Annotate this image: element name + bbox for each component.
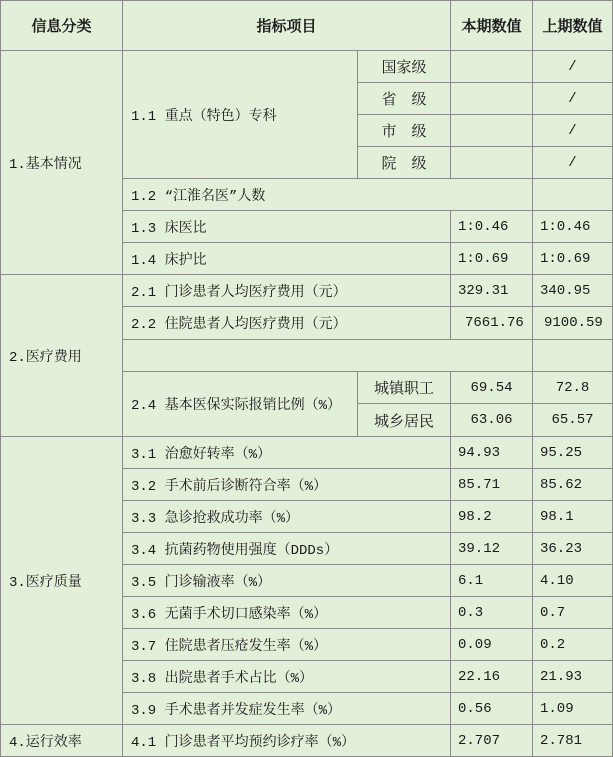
previous-value: 95.25 bbox=[533, 437, 612, 468]
current-value: 98.2 bbox=[451, 501, 532, 532]
previous-value: 9100.59 bbox=[533, 307, 612, 339]
previous-value: 72.8 bbox=[533, 372, 612, 403]
indicator-label: 3.2 手术前后诊断符合率（%） bbox=[123, 469, 450, 500]
indicator-label: 3.7 住院患者压疮发生率（%） bbox=[123, 629, 450, 660]
previous-value: 21.93 bbox=[533, 661, 612, 692]
current-value: 63.06 bbox=[451, 404, 532, 436]
current-value: 2.707 bbox=[451, 725, 532, 756]
current-value bbox=[451, 147, 532, 178]
category-cell: 4.运行效率 bbox=[1, 725, 122, 756]
sub-item-label: 国家级 bbox=[358, 51, 450, 82]
previous-value: 1.09 bbox=[533, 693, 612, 724]
previous-value: 98.1 bbox=[533, 501, 612, 532]
current-value: 0.56 bbox=[451, 693, 532, 724]
indicator-label: 3.9 手术患者并发症发生率（%） bbox=[123, 693, 450, 724]
indicator-label: 1.4 床护比 bbox=[123, 243, 450, 274]
previous-value: 2.781 bbox=[533, 725, 612, 756]
current-value: 329.31 bbox=[451, 275, 532, 306]
previous-value: 85.62 bbox=[533, 469, 612, 500]
indicator-label: 3.3 急诊抢救成功率（%） bbox=[123, 501, 450, 532]
previous-value: 36.23 bbox=[533, 533, 612, 564]
previous-value: / bbox=[533, 115, 612, 146]
current-value: 39.12 bbox=[451, 533, 532, 564]
previous-value: 4.10 bbox=[533, 565, 612, 596]
indicator-label: 1.2 “江淮名医”人数 bbox=[123, 179, 532, 210]
category-cell: 3.医疗质量 bbox=[1, 437, 122, 724]
indicator-label: 1.1 重点（特色）专科 bbox=[123, 51, 357, 178]
indicator-label: 3.5 门诊输液率（%） bbox=[123, 565, 450, 596]
current-value: 7661.76 bbox=[451, 307, 532, 339]
previous-value: 0.7 bbox=[533, 597, 612, 628]
previous-value bbox=[533, 179, 612, 210]
current-value: 0.09 bbox=[451, 629, 532, 660]
indicator-label: 2.4 基本医保实际报销比例（%） bbox=[123, 372, 357, 436]
current-value: 1:0.69 bbox=[451, 243, 532, 274]
current-value: 85.71 bbox=[451, 469, 532, 500]
previous-value: / bbox=[533, 83, 612, 114]
sub-item-label: 市 级 bbox=[358, 115, 450, 146]
current-value bbox=[451, 115, 532, 146]
header-category: 信息分类 bbox=[1, 1, 122, 50]
current-value: 6.1 bbox=[451, 565, 532, 596]
current-value: 22.16 bbox=[451, 661, 532, 692]
previous-value: 0.2 bbox=[533, 629, 612, 660]
previous-value: / bbox=[533, 147, 612, 178]
indicator-label: 3.6 无菌手术切口感染率（%） bbox=[123, 597, 450, 628]
previous-value: 65.57 bbox=[533, 404, 612, 436]
header-current-value: 本期数值 bbox=[451, 1, 532, 50]
indicator-label: 3.8 出院患者手术占比（%） bbox=[123, 661, 450, 692]
current-value bbox=[451, 83, 532, 114]
previous-value: 1:0.69 bbox=[533, 243, 612, 274]
empty-cell bbox=[533, 340, 612, 371]
sub-item-label: 城乡居民 bbox=[358, 404, 450, 436]
current-value bbox=[451, 51, 532, 82]
sub-item-label: 省 级 bbox=[358, 83, 450, 114]
indicator-label: 2.2 住院患者人均医疗费用（元） bbox=[123, 307, 450, 339]
previous-value: 1:0.46 bbox=[533, 211, 612, 242]
indicator-label: 2.1 门诊患者人均医疗费用（元） bbox=[123, 275, 450, 306]
indicator-label: 3.1 治愈好转率（%） bbox=[123, 437, 450, 468]
current-value: 69.54 bbox=[451, 372, 532, 403]
category-cell: 1.基本情况 bbox=[1, 51, 122, 274]
sub-item-label: 院 级 bbox=[358, 147, 450, 178]
empty-cell bbox=[123, 340, 532, 371]
indicator-label: 4.1 门诊患者平均预约诊疗率（%） bbox=[123, 725, 450, 756]
header-previous-value: 上期数值 bbox=[533, 1, 612, 50]
indicator-label: 3.4 抗菌药物使用强度（DDDs） bbox=[123, 533, 450, 564]
previous-value: 340.95 bbox=[533, 275, 612, 306]
current-value: 1:0.46 bbox=[451, 211, 532, 242]
header-indicator: 指标项目 bbox=[123, 1, 450, 50]
category-cell: 2.医疗费用 bbox=[1, 275, 122, 436]
current-value: 94.93 bbox=[451, 437, 532, 468]
current-value: 0.3 bbox=[451, 597, 532, 628]
sub-item-label: 城镇职工 bbox=[358, 372, 450, 403]
previous-value: / bbox=[533, 51, 612, 82]
indicator-label: 1.3 床医比 bbox=[123, 211, 450, 242]
